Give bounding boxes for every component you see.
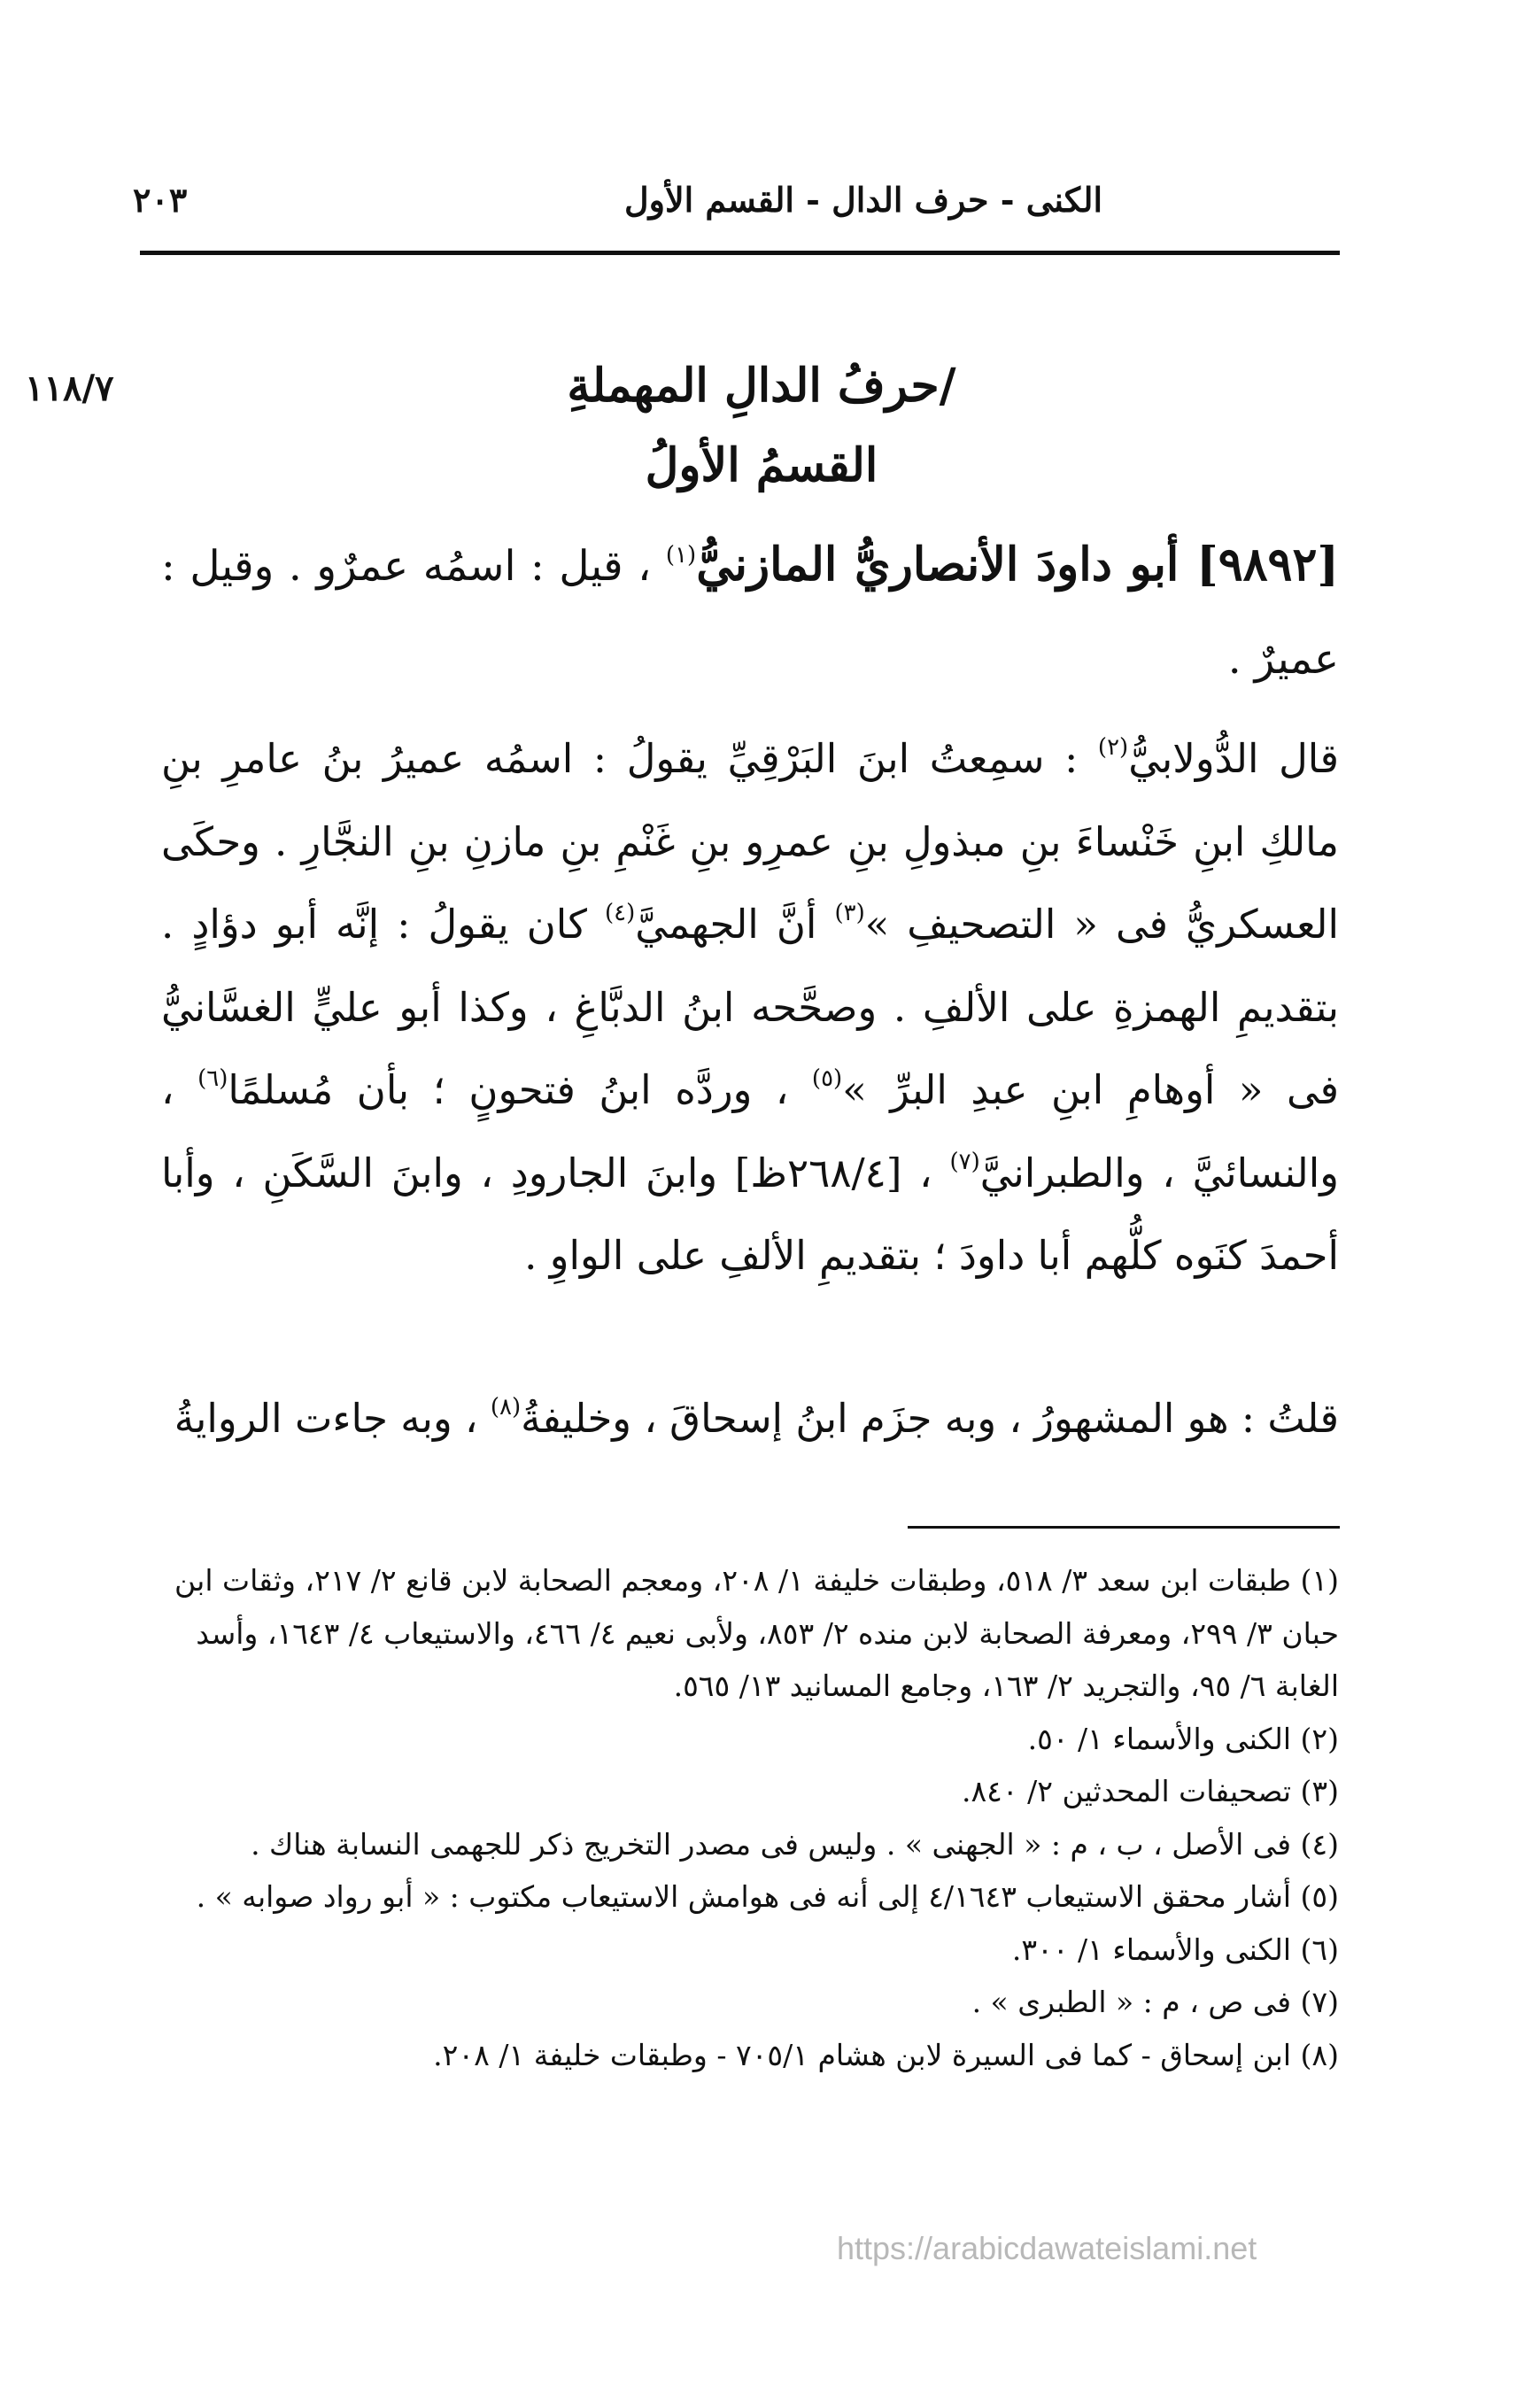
footnote-5: (٥) أشار محقق الاستيعاب ٤/١٦٤٣ إلى أنه فى هوامش الاستيعاب مكتوب : « أبو رواد صوابه » . — [196, 1879, 1339, 1914]
footnote-marker-8[interactable]: (٨) — [490, 1394, 522, 1421]
footnote-2: (٢) الكنى والأسماء ١/ ٥٠. — [1027, 1721, 1339, 1756]
footnote-marker-2[interactable]: (٢) — [1097, 734, 1129, 761]
running-header — [133, 173, 1337, 235]
p1-text-d: كان يقولُ : إنَّه أبو دؤادٍ . بتقديمِ الهمزةِ على الألفِ . وصحَّحه ابنُ الدبَّاغِ ، وكذا أبو عليٍّ الغسَّانيُّ فى « أوهامِ ابنِ عبدِ البرِّ » — [161, 901, 1339, 1113]
p1-text-g: ، [٢٦٨/٤ظ] وابنَ الجارودِ ، وابنَ السَّكَنِ ، وأبا أحمدَ كنَوه كلُّهم أبا داودَ ؛ بتقديمِ الألفِ على الواوِ . — [161, 1149, 1339, 1279]
p2-text-a: قلتُ : هو المشهورُ ، وبه جزَم ابنُ إسحاقَ ، وخليفةُ — [521, 1395, 1339, 1442]
p1-text-f: ، والنسائيَّ ، والطبرانيَّ — [161, 1066, 1339, 1196]
footnote-marker-4[interactable]: (٤) — [604, 900, 636, 926]
header-rule — [140, 251, 1340, 255]
footnote-marker-3[interactable]: (٣) — [834, 900, 865, 926]
p1-text-b: : سمِعتُ ابنَ البَرْقِيِّ يقولُ : اسمُه عميرُ بنُ عامرِ بنِ مالكِ ابنِ خَنْساءَ بنِ مبذولِ بنِ عمرِو بنِ غَنْمِ بنِ مازنِ بنِ النجَّارِ . وحكَى العسكريُّ فى « التصحيفِ » — [161, 735, 1339, 948]
watermark-url: https://arabicdawateislami.net — [837, 2230, 1257, 2266]
margin-reference: ١١٨/٧ — [25, 368, 114, 409]
footnote-6: (٦) الكنى والأسماء ١/ ٣٠٠. — [1011, 1932, 1339, 1967]
p1-text-e: ، وردَّه ابنُ فتحونٍ ؛ بأن مُسلمًا — [228, 1066, 789, 1113]
body-paragraph-2 — [161, 1377, 1339, 1460]
footnote-separator — [908, 1526, 1340, 1529]
entry-name: [٩٨٩٢] أبو داودَ الأنصاريُّ المازنيُّ — [696, 538, 1340, 592]
p1-text-c: أنَّ الجهميَّ — [635, 901, 817, 948]
footnote-marker-5[interactable]: (٥) — [811, 1065, 843, 1092]
entry-heading — [161, 518, 1339, 706]
footnotes — [152, 1554, 1339, 2081]
chapter-title: /حرفُ الدالِ المهملةِ — [567, 359, 956, 413]
footnote-7: (٧) فى ص ، م : « الطبرى » . — [971, 1985, 1339, 2019]
entry-heading-text: ، قيل : اسمُه عمرٌو . وقيل : عميرٌ . — [161, 542, 1339, 684]
footnote-1: (١) طبقات ابن سعد ٣/ ٥١٨، وطبقات خليفة ١/ ٢٠٨، ومعجم الصحابة لابن قانع ٢/ ٢١٧، وثقات ابن حبان ٣/ ٢٩٩، ومعرفة الصحابة لابن منده ٢/ ٨٥٣، ولأبى نعيم ٤/ ٤٦٦، والاستيعاب ٤/ ١٦٤٣، وأسد الغابة ٦/ ٩٥، والتجريد ٢/ ١٦٣، وجامع المسانيد ١٣/ ٥٦٥. — [174, 1563, 1339, 1703]
footnote-marker-6[interactable]: (٦) — [197, 1065, 228, 1092]
running-header-title: الكنى - حرف الدال - القسم الأول — [623, 180, 1102, 220]
footnote-marker-7[interactable]: (٧) — [949, 1148, 980, 1175]
chapter-subtitle: القسمُ الأولُ — [645, 438, 878, 492]
footnote-3: (٣) تصحيفات المحدثين ٢/ ٨٤٠. — [961, 1774, 1339, 1808]
body-paragraph-1 — [161, 717, 1339, 1297]
footnote-4: (٤) فى الأصل ، ب ، م : « الجهنى » . وليس فى مصدر التخريج ذكر للجهمى النسابة هناك . — [251, 1826, 1339, 1862]
footnote-marker-1[interactable]: (١) — [665, 542, 697, 569]
page-number: ٢٠٣ — [133, 180, 188, 220]
p1-text-a: قال الدُّولابيُّ — [1128, 735, 1340, 782]
p2-text-b: ، وبه جاءت الروايةُ — [174, 1395, 478, 1442]
footnote-8: (٨) ابن إسحاق - كما فى السيرة لابن هشام ٧٠٥/١ - وطبقات خليفة ١/ ٢٠٨. — [433, 2037, 1339, 2072]
